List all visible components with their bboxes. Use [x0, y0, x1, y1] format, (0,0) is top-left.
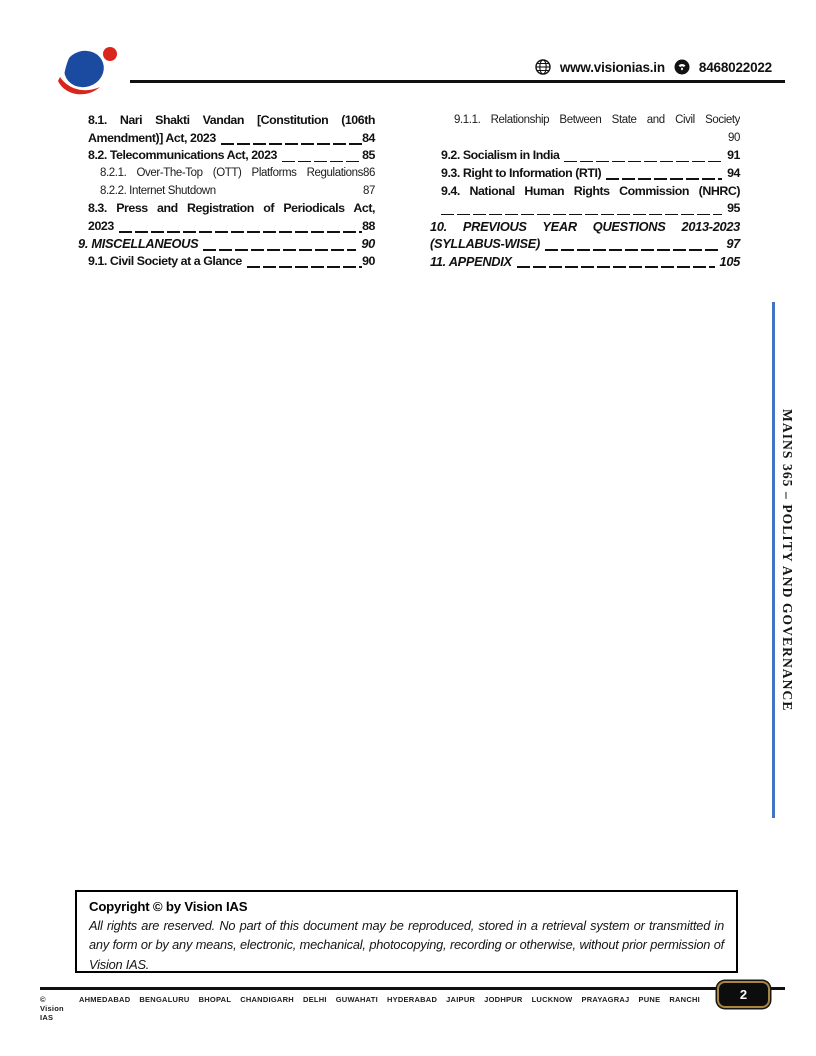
toc-leader-line: [247, 266, 362, 268]
toc-entry-text: 8.2. Telecommunications Act, 2023: [88, 148, 277, 163]
toc-entry-text: 8.2.2. Internet Shutdown: [100, 184, 216, 197]
toc-entry-text: 2023: [88, 218, 114, 233]
toc-entry-line[interactable]: [430, 235, 740, 253]
footer-city: BENGALURU: [139, 995, 190, 1004]
visionias-logo-icon: [57, 44, 119, 96]
footer-city: PRAYAGRAJ: [581, 995, 630, 1004]
footer-city: AHMEDABAD: [78, 995, 131, 1004]
toc-page-number: 87: [363, 184, 375, 197]
toc-entry-text: 9. MISCELLANEOUS: [78, 236, 199, 252]
toc-leader-line: [221, 143, 362, 145]
footer-city: JAIPUR: [446, 995, 476, 1004]
footer-city: JODHPUR: [484, 995, 523, 1004]
toc-entry-line[interactable]: [78, 112, 375, 130]
toc-leader-line: [203, 249, 356, 251]
footer-city: CHANDIGARH: [240, 995, 294, 1004]
footer-city: HYDERABAD: [386, 995, 438, 1004]
toc-leader-line: [517, 266, 715, 268]
copyright-body: All rights are reserved. No part of this document may be reproduced, stored in a retrieval system or transmitted in any form or by any means, electronic, mechanical, photocopying, recording or otherwise, without prior permission of Vision IAS.: [89, 918, 724, 972]
toc-leader-line: [606, 178, 722, 180]
header-divider: [130, 80, 785, 83]
toc-page-number: 94: [727, 165, 740, 180]
toc-page-number: 88: [362, 218, 375, 233]
toc-leader-line: [119, 231, 362, 233]
toc-page-number: 84: [362, 130, 375, 145]
toc-entry-line[interactable]: [430, 147, 740, 165]
toc-entry-text: 9.4. National Human Rights Commission (NHRC): [441, 183, 740, 198]
toc-entry-text: 8.2.1. Over-The-Top (OTT) Platforms Regulations: [100, 166, 363, 179]
footer-cities: [40, 995, 700, 1022]
page-number-badge: 2: [717, 981, 770, 1008]
toc-entry-line[interactable]: [430, 165, 740, 183]
toc-column-left: [78, 112, 375, 271]
toc-page-number: 95: [727, 201, 740, 216]
footer-copyright: © Vision IAS: [40, 995, 64, 1022]
footer-city: PUNE: [638, 995, 661, 1004]
toc-entry-text: Amendment)] Act, 2023: [88, 130, 216, 145]
toc-page-number: 90: [362, 254, 375, 269]
copyright-title: Copyright © by Vision IAS: [89, 899, 248, 914]
copyright-box: [75, 890, 738, 973]
toc-entry-text: (SYLLABUS-WISE): [430, 236, 540, 252]
toc-entry-line[interactable]: [430, 112, 740, 130]
toc-page-number: 97: [726, 236, 740, 252]
toc-entry-text: 9.1.1. Relationship Between State and Civil Society: [454, 114, 740, 126]
toc-entry-line[interactable]: [78, 235, 375, 253]
toc-entry-text: 9.2. Socialism in India: [441, 148, 560, 163]
toc-page-number: 90: [728, 131, 740, 144]
toc-leader-line: [564, 161, 722, 163]
toc-page-number: 90: [361, 236, 375, 252]
footer-city: RANCHI: [669, 995, 700, 1004]
website-url[interactable]: www.visionias.in: [559, 59, 665, 75]
toc-entry-text: 8.3. Press and Registration of Periodicals Act,: [88, 201, 375, 216]
toc-page-number: 86: [363, 166, 375, 179]
toc-entry-text: 8.1. Nari Shakti Vandan [Constitution (106th: [88, 113, 375, 127]
header-contact: [535, 59, 772, 75]
toc-entry-line[interactable]: [78, 130, 375, 148]
toc-page-number: 91: [727, 148, 740, 163]
toc-entry-line[interactable]: [430, 218, 740, 236]
toc-entry-text: 10. PREVIOUS YEAR QUESTIONS 2013-2023: [430, 218, 740, 234]
toc-entry-line[interactable]: [78, 183, 375, 201]
toc-entry-line[interactable]: [78, 218, 375, 236]
footer-divider: [40, 987, 785, 990]
footer-city: BHOPAL: [198, 995, 232, 1004]
phone-number[interactable]: 8468022022: [698, 59, 772, 75]
toc-entry-line[interactable]: [78, 147, 375, 165]
toc-leader-line: [282, 161, 362, 163]
toc-entry-text: 11. APPENDIX: [430, 254, 512, 270]
margin-document-title: MAINS 365 – POLITY AND GOVERNANCE: [780, 408, 795, 712]
footer-city: LUCKNOW: [531, 995, 573, 1004]
toc-entry-text: 9.3. Right to Information (RTI): [441, 165, 602, 180]
toc-entry-text: 9.1. Civil Society at a Glance: [88, 254, 242, 269]
globe-icon: [535, 59, 551, 75]
toc-entry-line[interactable]: [78, 165, 375, 183]
toc-leader-line: [441, 214, 722, 216]
toc-page-number: 105: [719, 254, 740, 270]
toc-page-number: 85: [362, 148, 375, 163]
toc-column-right: [430, 112, 740, 271]
phone-icon: [674, 59, 690, 75]
margin-accent-line: [772, 302, 775, 818]
footer-city: DELHI: [302, 995, 327, 1004]
toc-leader-line: [545, 249, 721, 251]
toc-entry-line[interactable]: [430, 200, 740, 218]
toc-entry-line[interactable]: [78, 200, 375, 218]
footer-city: GUWAHATI: [335, 995, 378, 1004]
toc-entry-line[interactable]: [430, 130, 740, 148]
toc-entry-line[interactable]: [430, 183, 740, 201]
toc-entry-line[interactable]: [78, 253, 375, 271]
toc-entry-line[interactable]: [430, 253, 740, 271]
